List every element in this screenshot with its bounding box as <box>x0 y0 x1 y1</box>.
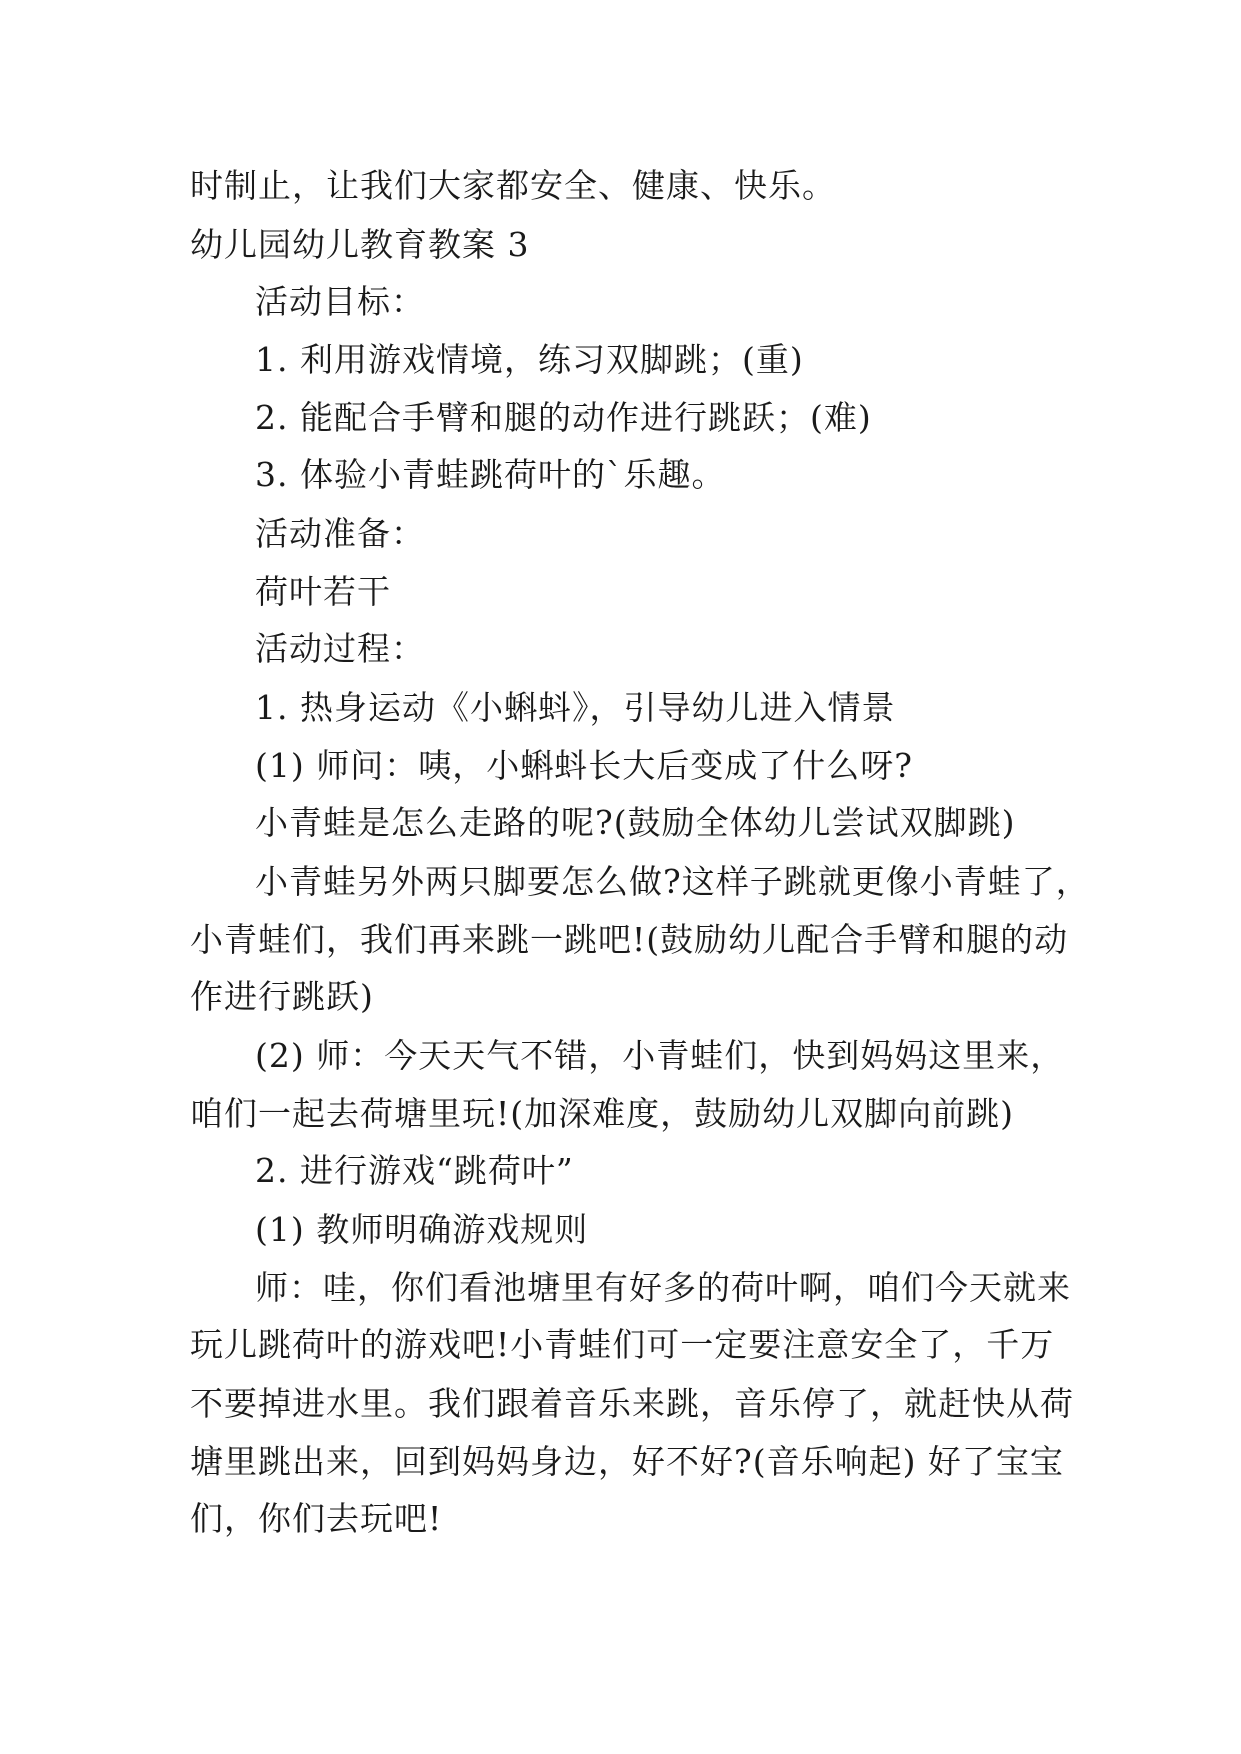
text-line: 1. 热身运动《小蝌蚪》，引导幼儿进入情景 <box>255 688 896 727</box>
text-line: 小青蛙是怎么走路的呢?(鼓励全体幼儿尝试双脚跳) <box>255 803 1016 842</box>
text-line: 师：哇，你们看池塘里有好多的荷叶啊，咱们今天就来 <box>255 1268 1071 1307</box>
goal-item: 2. 能配合手臂和腿的动作进行跳跃；(难) <box>255 398 872 437</box>
text-line: 作进行跳跃) <box>190 977 374 1016</box>
subheading-goals: 活动目标： <box>255 282 425 321</box>
text-line: (1) 师问：咦，小蝌蚪长大后变成了什么呀? <box>255 746 913 785</box>
text-line: 不要掉进水里。我们跟着音乐来跳，音乐停了，就赶快从荷 <box>190 1384 1074 1423</box>
text-line: 玩儿跳荷叶的游戏吧!小青蛙们可一定要注意安全了，千万 <box>190 1325 1055 1364</box>
subheading-process: 活动过程： <box>255 629 425 668</box>
text-line: (1) 教师明确游戏规则 <box>255 1210 589 1249</box>
text-line: 时制止，让我们大家都安全、健康、快乐。 <box>190 166 836 205</box>
text-line: (2) 师：今天天气不错，小青蛙们，快到妈妈这里来， <box>255 1036 1065 1075</box>
text-line: 塘里跳出来，回到妈妈身边，好不好?(音乐响起) 好了宝宝 <box>190 1442 1064 1481</box>
text-line: 小青蛙们，我们再来跳一跳吧!(鼓励幼儿配合手臂和腿的动 <box>190 920 1069 959</box>
text-line: 小青蛙另外两只脚要怎么做?这样子跳就更像小青蛙了， <box>255 862 1090 901</box>
text-line: 咱们一起去荷塘里玩!(加深难度，鼓励幼儿双脚向前跳) <box>190 1094 1015 1133</box>
text-line: 们，你们去玩吧! <box>190 1499 443 1538</box>
section-heading: 幼儿园幼儿教育教案 3 <box>190 225 530 264</box>
goal-item: 1. 利用游戏情境，练习双脚跳；(重) <box>255 340 804 379</box>
text-line: 2. 进行游戏“跳荷叶” <box>255 1151 574 1190</box>
subheading-preparation: 活动准备： <box>255 514 425 553</box>
text-line: 荷叶若干 <box>255 572 391 611</box>
goal-item: 3. 体验小青蛙跳荷叶的`乐趣。 <box>255 455 726 494</box>
